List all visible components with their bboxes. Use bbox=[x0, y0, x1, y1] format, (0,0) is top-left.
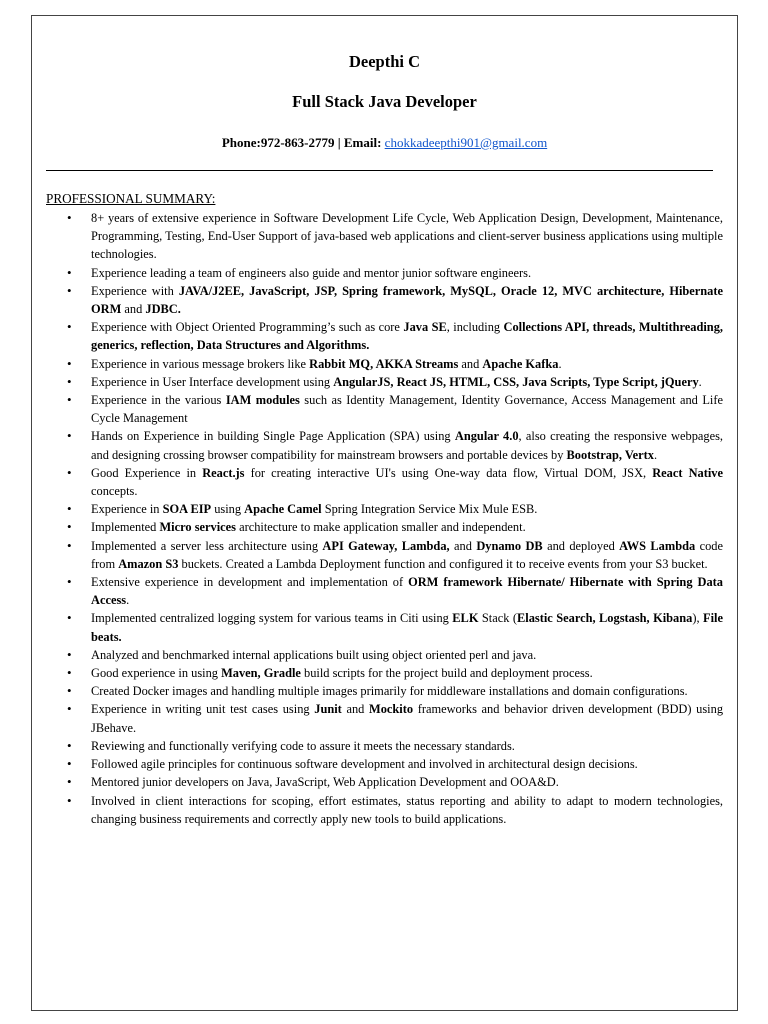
summary-item bbox=[46, 609, 723, 645]
summary-item-text: Created Docker images and handling multiple images primarily for middleware installations and domain configurations. bbox=[91, 684, 688, 699]
summary-item-text: for creating interactive UI's using One-way data flow, Virtual DOM, JSX, bbox=[244, 465, 653, 480]
summary-item-text: JDBC. bbox=[145, 302, 181, 317]
summary-item-text: IAM modules bbox=[225, 393, 300, 408]
summary-item bbox=[46, 282, 723, 318]
summary-item-text: Implemented a server less architecture using bbox=[91, 538, 323, 553]
summary-item-text: AngularJS, React JS, HTML, CSS, Java Scripts, Type Script, jQuery bbox=[333, 374, 699, 389]
summary-item-text: Experience in the various bbox=[91, 393, 226, 408]
summary-item-text: Implemented bbox=[91, 520, 160, 535]
summary-item-text: build scripts for the project build and deployment process. bbox=[300, 666, 593, 681]
summary-item-text: Java SE bbox=[403, 320, 447, 335]
summary-item-text: Rabbit MQ, AKKA Streams bbox=[309, 356, 459, 371]
job-title: Full Stack Java Developer bbox=[292, 92, 477, 111]
summary-item-text: Experience in writing unit test cases using bbox=[91, 702, 315, 717]
summary-item bbox=[46, 464, 723, 500]
summary-item bbox=[46, 755, 723, 773]
summary-item-text: and bbox=[458, 356, 483, 371]
summary-item-text: Experience in bbox=[91, 502, 163, 517]
summary-item-text: Apache Camel bbox=[244, 502, 322, 517]
summary-item bbox=[46, 427, 723, 463]
summary-item-text: Maven, Gradle bbox=[221, 666, 301, 681]
summary-item bbox=[46, 355, 723, 373]
summary-item-text: Apache Kafka bbox=[482, 356, 559, 371]
summary-item-text: and bbox=[341, 702, 370, 717]
summary-item-text: frameworks and behavior driven development (BDD) using JBehave. bbox=[91, 702, 724, 735]
summary-item-text: Angular 4.0 bbox=[454, 429, 519, 444]
contact-separator: | bbox=[334, 135, 344, 150]
summary-item bbox=[46, 373, 723, 391]
summary-item-text: Involved in client interactions for scoping, effort estimates, status reporting and ability to adapt to modern technologies, changing business requirements and correctly apply new tools to build applications. bbox=[91, 793, 723, 826]
section-heading-professional-summary: PROFESSIONAL SUMMARY: bbox=[46, 191, 216, 206]
summary-item bbox=[46, 700, 723, 736]
summary-item-text: . bbox=[126, 593, 130, 608]
summary-item-text: Followed agile principles for continuous software development and involved in architectural design decisions. bbox=[91, 757, 638, 772]
summary-item-text: Hands on Experience in building Single Page Application (SPA) using bbox=[91, 429, 455, 444]
summary-item-text: . bbox=[698, 374, 702, 389]
summary-item-text: . bbox=[558, 356, 562, 371]
summary-item-text: Spring Integration Service Mix Mule ESB. bbox=[321, 502, 538, 517]
summary-item-text: Dynamo DB bbox=[476, 538, 543, 553]
summary-item-text: Mockito bbox=[369, 702, 414, 717]
candidate-name: Deepthi C bbox=[348, 52, 421, 71]
summary-item bbox=[46, 500, 723, 518]
summary-item-text: SOA EIP bbox=[162, 502, 212, 517]
summary-item-text: AWS Lambda bbox=[619, 538, 696, 553]
summary-item-text: React Native bbox=[652, 465, 723, 480]
summary-item-text: Good experience in using bbox=[91, 666, 222, 681]
summary-item-text: and deployed bbox=[542, 538, 620, 553]
summary-item bbox=[46, 573, 723, 609]
summary-item bbox=[46, 773, 723, 791]
summary-item-text: Bootstrap, Vertx bbox=[566, 447, 654, 462]
summary-item-text: Experience with bbox=[91, 283, 179, 298]
summary-item-text: File beats. bbox=[91, 611, 723, 644]
summary-item-text: JAVA/J2EE, JavaScript, JSP, Spring framework, MySQL, Oracle 12, MVC architecture, Hibernate ORM bbox=[91, 283, 724, 317]
summary-item-text: such as Identity Management, Identity Governance, Access Management and Life Cycle Management bbox=[91, 393, 723, 426]
resume-page bbox=[31, 15, 738, 1011]
summary-item-text: ELK bbox=[452, 611, 479, 626]
summary-item-text: Mentored junior developers on Java, JavaScript, Web Application Development and OOA&D. bbox=[91, 775, 559, 790]
summary-item-text: Experience with Object Oriented Programming’s such as core bbox=[91, 320, 404, 335]
summary-item-text: Extensive experience in development and implementation of bbox=[91, 575, 409, 590]
summary-list bbox=[46, 209, 723, 828]
summary-item-text: Analyzed and benchmarked internal applications built using object oriented perl and java. bbox=[91, 647, 537, 662]
summary-item-text: Reviewing and functionally verifying code to assure it meets the necessary standards. bbox=[91, 738, 515, 753]
summary-item bbox=[46, 318, 723, 354]
email-link[interactable]: chokkadeepthi901@gmail.com bbox=[384, 135, 548, 150]
summary-item bbox=[46, 737, 723, 755]
summary-item-text: concepts. bbox=[91, 484, 138, 499]
summary-item-text: . bbox=[653, 447, 658, 462]
summary-item-text: Elastic Search, Logstash, Kibana bbox=[517, 611, 693, 626]
summary-item bbox=[46, 209, 723, 264]
summary-item-text: and bbox=[449, 538, 477, 553]
summary-item-text: using bbox=[211, 502, 245, 517]
summary-item-text: Stack ( bbox=[478, 611, 518, 626]
summary-item-text: , including bbox=[446, 320, 504, 335]
summary-item-text: API Gateway, Lambda, bbox=[322, 538, 450, 553]
summary-item-text: Collections API, threads, Multithreading, generics, reflection, Data Structures and Algorithms. bbox=[91, 320, 723, 353]
summary-item-text: Experience in various message brokers like bbox=[91, 356, 310, 371]
summary-item-text: ORM framework Hibernate/ Hibernate with Spring Data Access bbox=[91, 575, 723, 608]
summary-item bbox=[46, 264, 723, 282]
summary-item bbox=[46, 518, 723, 536]
summary-item-text: , also creating the responsive webpages, and designing crossing browser compatibility for mainstream browsers and portable devices by bbox=[91, 429, 724, 462]
summary-item-text: 8+ years of extensive experience in Software Development Life Cycle, Web Application Design, Development, Maintenance, Programming, Testing, End-User Support of java-based web applications and client-server business applications using multiple technologies. bbox=[91, 211, 723, 262]
summary-item-text: Junit bbox=[314, 702, 342, 717]
summary-item bbox=[46, 646, 723, 664]
summary-item-text: Good Experience in bbox=[91, 465, 203, 480]
summary-item-text: React.js bbox=[202, 465, 245, 480]
summary-item-text: Experience in User Interface development using bbox=[91, 374, 334, 389]
summary-item bbox=[46, 792, 723, 828]
summary-item bbox=[46, 391, 723, 427]
summary-item-text: and bbox=[121, 302, 146, 317]
summary-item bbox=[46, 664, 723, 682]
summary-item-text: ), bbox=[692, 611, 704, 626]
summary-item bbox=[46, 537, 723, 573]
summary-item-text: Micro services bbox=[159, 520, 236, 535]
contact-line bbox=[32, 135, 737, 151]
header-divider bbox=[46, 170, 713, 171]
summary-item-text: Amazon S3 bbox=[118, 556, 179, 571]
summary-item-text: Implemented centralized logging system for various teams in Citi using bbox=[91, 611, 453, 626]
phone-label: Phone: bbox=[221, 135, 261, 150]
phone-number: 972-863-2779 bbox=[260, 135, 335, 150]
summary-item-text: Experience leading a team of engineers also guide and mentor junior software engineers. bbox=[91, 265, 532, 280]
summary-item bbox=[46, 682, 723, 700]
email-label: Email: bbox=[343, 135, 382, 150]
summary-item-text: buckets. Created a Lambda Deployment function and configured it to receive events from your S3 bucket. bbox=[178, 556, 708, 571]
summary-item-text: code from bbox=[91, 538, 723, 571]
summary-item-text: architecture to make application smaller and independent. bbox=[235, 520, 526, 535]
